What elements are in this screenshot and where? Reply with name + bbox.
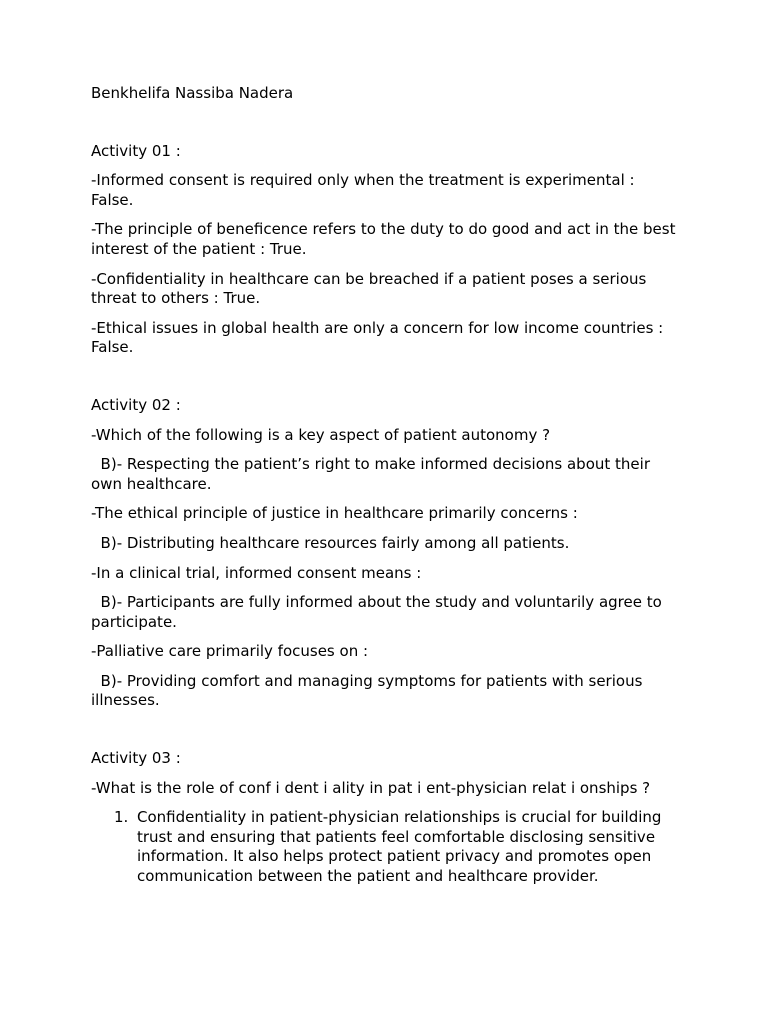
list-item [114, 808, 681, 886]
activity-03-question: -What is the role of conf i dent i ality in pat i ent-physician relat i onships ? [91, 778, 651, 797]
activity-02-question: -In a clinical trial, informed consent means : [91, 563, 422, 582]
activity-02-question: -Palliative care primarily focuses on : [91, 642, 369, 661]
activity-01-heading: Activity 01 : [91, 141, 181, 160]
activity-02-answer: B)- Respecting the patient’s right to make informed decisions about their own healthcare. [91, 455, 655, 493]
activity-02-question: -Which of the following is a key aspect of patient autonomy ? [91, 425, 551, 444]
activity-01-statement: -Confidentiality in healthcare can be breached if a patient poses a serious threat to others : True. [91, 269, 652, 308]
activity-01-statement: -Informed consent is required only when the treatment is experimental : False. [91, 171, 640, 209]
activity-03-heading: Activity 03 : [91, 749, 181, 768]
activity-02-answer: B)- Distributing healthcare resources fairly among all patients. [91, 533, 570, 552]
document-page [91, 84, 681, 887]
activity-02-answer: B)- Providing comfort and managing symptoms for patients with serious illnesses. [91, 671, 648, 710]
activity-02-heading: Activity 02 : [91, 395, 181, 414]
activity-02-question: -The ethical principle of justice in healthcare primarily concerns : [91, 504, 578, 523]
activity-03-answer-list [91, 808, 681, 886]
list-item-number: 1. [114, 808, 129, 827]
activity-01-statement: -The principle of beneficence refers to the duty to do good and act in the best interest of the patient : True. [91, 220, 681, 258]
activity-02-section [91, 396, 681, 711]
activity-02-answer: B)- Participants are fully informed about the study and voluntarily agree to participate. [91, 593, 667, 631]
author-name: Benkhelifa Nassiba Nadera [91, 84, 294, 102]
activity-03-answer: Confidentiality in patient-physician relationships is crucial for building trust and ensuring that patients feel comfortable disclosing sensitive information. It also helps protect patient privacy and promotes open communication between the patient and healthcare provider. [137, 808, 662, 886]
activity-01-statement: -Ethical issues in global health are only a concern for low income countries : False. [91, 318, 668, 357]
activity-03-section [91, 749, 681, 887]
activity-01-section [91, 142, 681, 358]
